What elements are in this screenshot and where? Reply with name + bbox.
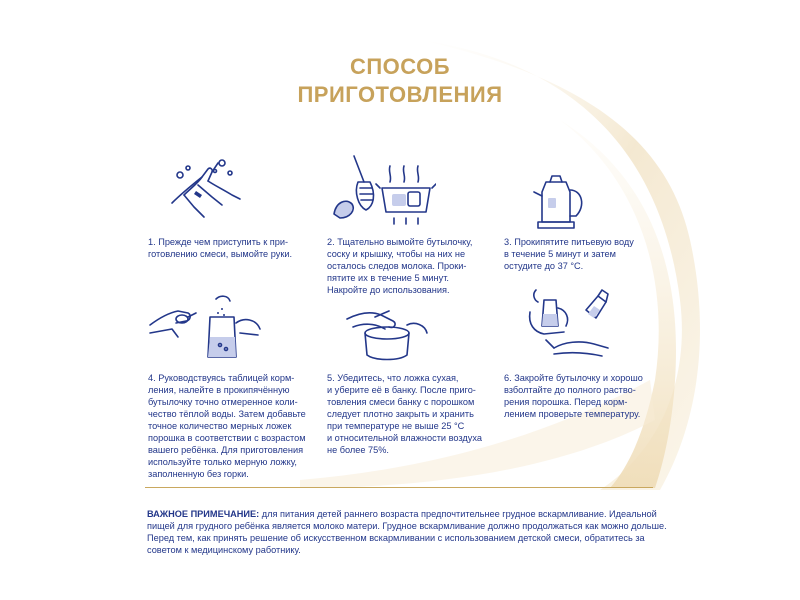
wash-hands-icon bbox=[168, 155, 244, 225]
step-5-text: 5. Убедитесь, что ложка сухая, и уберите её в банку. После приго- товления смеси банку с порошком следует плотно закрыть и хранить при температуре не выше 25 °С и относительной влажности воздуха не более 75%. bbox=[327, 373, 482, 455]
important-note bbox=[147, 508, 667, 556]
close-can-icon bbox=[345, 303, 429, 363]
step-6-text: 6. Закройте бутылочку и хорошо взболтайте до полного раство- рения порошка. Перед корм- лением проверьте температуру. bbox=[504, 373, 643, 419]
divider-line bbox=[145, 487, 653, 488]
kettle-icon bbox=[532, 172, 588, 232]
note-text: для питания детей раннего возраста предпочтительнее грудное вскармливание. Идеальной пищей для грудного ребёнка является молоко матери. Грудное вскармливание должно продолжаться как можно дольше. Перед тем, как принять решение об искусственном вскармливании с использованием детской смеси, обратитесь за советом к медицинскому работнику. bbox=[147, 509, 667, 555]
bottle-brush-boil-icon bbox=[330, 152, 436, 226]
step-4-text: 4. Руководствуясь таблицей корм- ления, налейте в прокипячённую бутылочку точно отмеренное коли- чество тёплой воды. Затем добавьте точное количество мерных ложек порошка в соответствии с возрастом вашего ребёнка. Для приготовления используйте только мерную ложку, заполненную без горки. bbox=[148, 373, 306, 479]
page-title-line1: СПОСОБ bbox=[349, 54, 451, 79]
note-label: ВАЖНОЕ ПРИМЕЧАНИЕ: bbox=[147, 509, 260, 519]
shake-bottle-icon bbox=[524, 286, 616, 362]
step-3-text: 3. Прокипятите питьевую воду в течение 5 минут и затем остудите до 37 °С. bbox=[504, 237, 634, 271]
add-powder-icon bbox=[148, 293, 264, 363]
step-2-text: 2. Тщательно вымойте бутылочку, соску и крышку, чтобы на них не осталось следов молока. Проки- пятите их в течение 5 минут. Накройте до использования. bbox=[327, 237, 473, 295]
page-title-line2: ПРИГОТОВЛЕНИЯ bbox=[297, 82, 503, 107]
step-1-text: 1. Прежде чем приступить к при- готовлению смеси, вымойте руки. bbox=[148, 237, 293, 259]
